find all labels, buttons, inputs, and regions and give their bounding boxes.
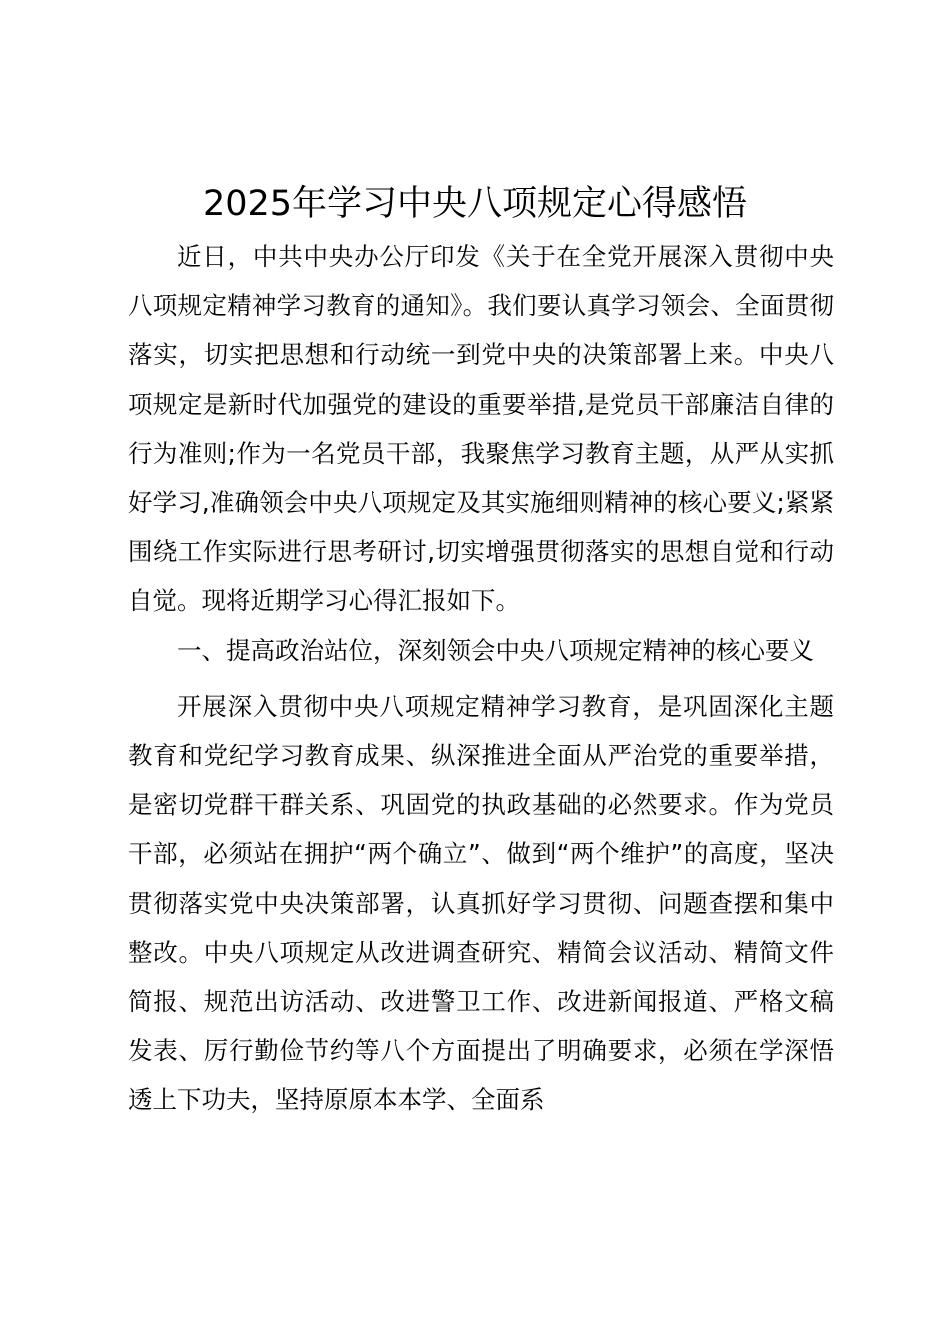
- section-paragraph: 开展深入贯彻中央八项规定精神学习教育，是巩固深化主题教育和党纪学习教育成果、纵深推进全面从严治党的重要举措，是密切党群干群关系、巩固党的执政基础的必然要求。作为党员干部，必须站在拥护“两个确立”、做到“两个维护”的高度，坚决贯彻落实党中央决策部署，认真抓好学习贯彻、问题查摆和集中整改。中央八项规定从改进调查研究、精简会议活动、精简文件简报、规范出访活动、改进警卫工作、改进新闻报道、严格文稿发表、厉行勤俭节约等八个方面提出了明确要求，必须在学深悟透上下功夫，坚持原原本本学、全面系: [128, 691, 834, 1115]
- intro-paragraph: 近日，中共中央办公厅印发《关于在全党开展深入贯彻中央八项规定精神学习教育的通知》。我们要认真学习领会、全面贯彻落实，切实把思想和行动统一到党中央的决策部署上来。中央八项规定是新时代加强党的建设的重要举措,是党员干部廉洁自律的行为准则;作为一名党员干部，我聚焦学习教育主题，从严从实抓好学习,准确领会中央八项规定及其实施细则精神的核心要义;紧紧围绕工作实际进行思考研讨,切实增强贯彻落实的思想自觉和行动自觉。现将近期学习心得汇报如下。: [128, 242, 834, 616]
- section-heading: 一、提高政治站位，深刻领会中央八项规定精神的核心要义: [177, 635, 814, 665]
- document-title: 2025年学习中央八项规定心得感悟: [202, 184, 748, 224]
- document-body: [128, 232, 834, 1125]
